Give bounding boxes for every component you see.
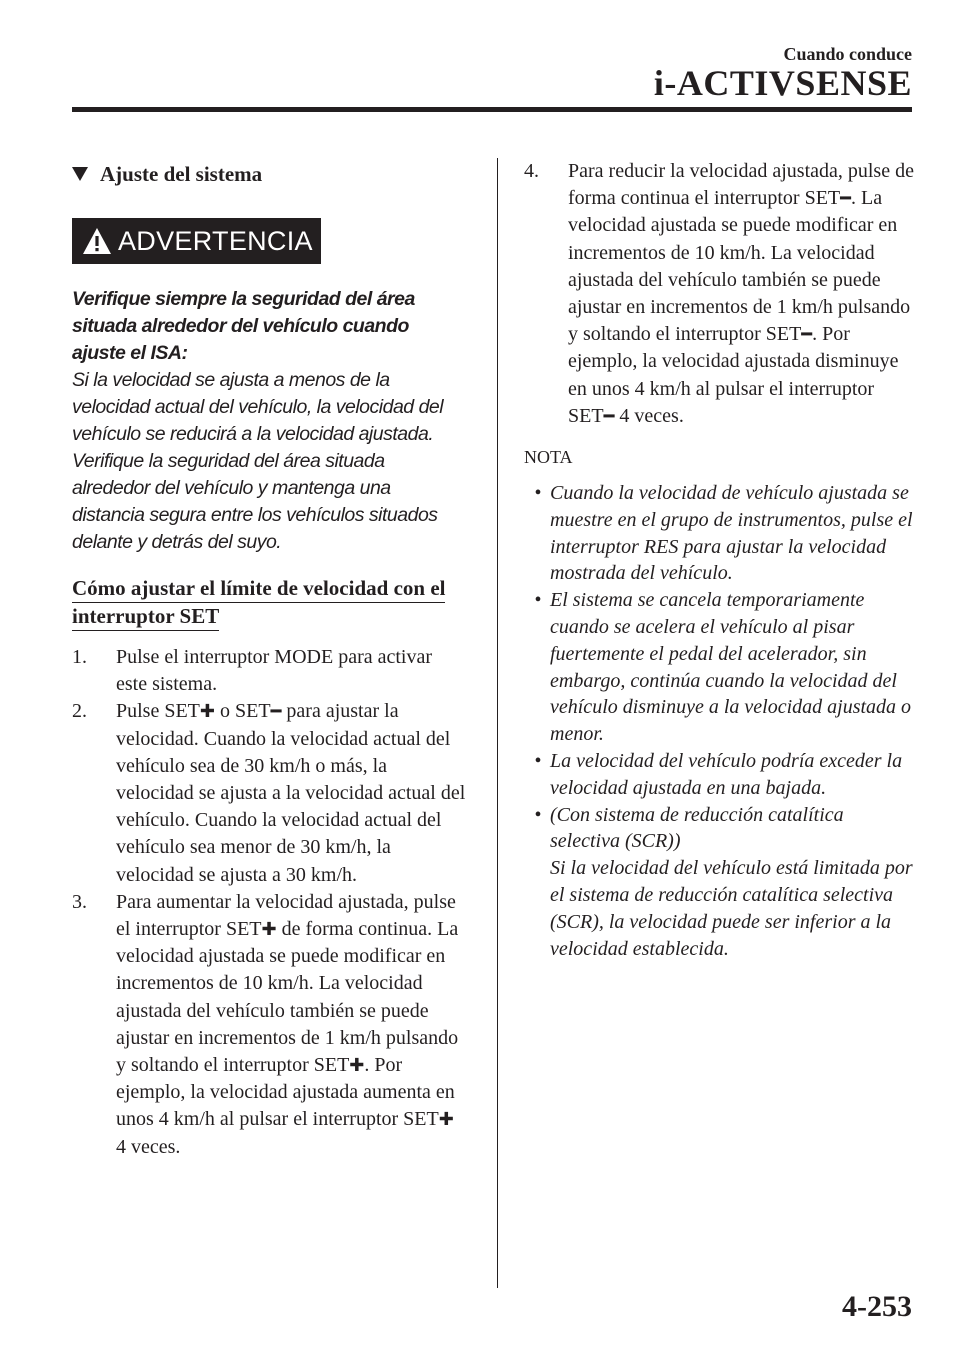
bullet-icon: •: [534, 589, 542, 612]
warning-lead: Verifique siempre la seguridad del área situada alrededor del vehículo cuando ajuste el ISA:: [72, 288, 415, 364]
step-text-part: 4 veces.: [614, 404, 684, 427]
note-item: [526, 802, 914, 963]
step-text-part: . Por ejemplo, la velocidad ajustada disminuye en unos 4 km/h al pulsar el interruptor SET: [568, 323, 899, 427]
plus-icon: ✚: [261, 919, 277, 941]
note-item: [526, 480, 914, 587]
step-text-part: para ajustar la velocidad. Cuando la velocidad actual del vehículo sea de 30 km/h o más, la velocidad se ajusta a la velocidad actual del vehículo. Cuando la velocidad actual del vehículo sea menor de 30 km/h, la velocidad se ajusta a 30 km/h.: [116, 700, 466, 886]
step-text-part: Para reducir la velocidad ajustada, pulse de forma continua el interruptor SET: [568, 160, 914, 210]
note-heading: NOTA: [524, 447, 573, 468]
step-text: Pulse el interruptor MODE para activar este sistema.: [116, 646, 433, 696]
page-number: 4-253: [842, 1290, 912, 1323]
steps-list: [72, 644, 467, 1161]
note-item: [526, 748, 914, 802]
step-text-part: . La velocidad ajustada se puede modificar en incrementos de 10 km/h. La velocidad ajustada del vehículo también se puede ajustar en incrementos de 1 km/h pulsando y soltando el interruptor SET: [568, 187, 911, 346]
note-text: El sistema se cancela temporariamente cuando se acelera el vehículo al pisar fuertemente el pedal del acelerador, sin embargo, continúa cuando la velocidad del vehículo disminuye a la velocidad ajustada o menor.: [550, 589, 912, 746]
plus-icon: ✚: [199, 701, 215, 723]
note-text: La velocidad del vehículo podría exceder la velocidad ajustada en una bajada.: [550, 750, 903, 799]
plus-icon: ✚: [349, 1055, 365, 1077]
step-item: [72, 698, 467, 888]
steps-list-continued: [524, 158, 914, 430]
note-list: [524, 480, 914, 962]
bullet-icon: •: [534, 482, 542, 505]
note-text: Cuando la velocidad de vehículo ajustada se muestre en el grupo de instrumentos, pulse el interruptor RES para ajustar la velocidad mostrada del vehículo.: [550, 482, 913, 585]
note-text: (Con sistema de reducción catalítica selectiva (SCR)) Si la velocidad del vehículo está limitada por el sistema de reducción catalítica selectiva (SCR), la velocidad puede ser inferior a la velocidad establecida.: [550, 803, 913, 960]
note-item: [526, 587, 914, 748]
plus-icon: ✚: [438, 1109, 454, 1131]
step-text-part: o SET: [215, 700, 271, 723]
left-column: [72, 158, 467, 1161]
step-item: [72, 644, 467, 698]
step-number: 3.: [72, 890, 87, 913]
triangle-down-icon: [72, 167, 88, 181]
header-chapter-title: i-ACTIVSENSE: [653, 63, 912, 103]
step-text-part: Para aumentar la velocidad ajustada, pulse el interruptor SET: [116, 890, 456, 941]
step-number: 4.: [524, 160, 539, 182]
minus-icon: ━: [840, 188, 851, 210]
warning-body-text: Si la velocidad se ajusta a menos de la velocidad actual del vehículo, la velocidad del vehículo se reducirá a la velocidad ajustada. Verifique la seguridad del área situada alrededor del vehículo y mantenga una distancia segura entre los vehículos situados delante y detrás del suyo.: [72, 369, 444, 553]
header-rule: [72, 107, 912, 112]
step-text-part: de forma continua. La velocidad ajustada se puede modificar en incrementos de 10 km/h. La velocidad ajustada del vehículo también se puede ajustar en incrementos de 1 km/h pulsando y soltando el interruptor SET: [116, 918, 459, 1077]
bullet-icon: •: [534, 803, 542, 826]
step-text-part: 4 veces.: [116, 1135, 181, 1158]
section-heading: [72, 158, 467, 190]
step-number: 1.: [72, 646, 87, 668]
step-text: [116, 698, 467, 888]
warning-text: [72, 286, 467, 556]
column-divider: [497, 158, 498, 1288]
step-item: [524, 158, 914, 430]
warning-label: ADVERTENCIA: [118, 225, 313, 256]
sub-heading: [72, 574, 467, 630]
right-column: [524, 158, 914, 962]
minus-icon: ━: [270, 701, 282, 723]
step-number: 2.: [72, 700, 87, 723]
header-section-label: Cuando conduce: [783, 44, 912, 64]
step-text: [116, 889, 467, 1161]
warning-triangle-icon: [82, 227, 112, 255]
step-text: [568, 158, 914, 430]
step-text-part: Pulse SET: [116, 700, 200, 723]
warning-badge: [72, 218, 321, 264]
minus-icon: ━: [801, 324, 813, 346]
bullet-icon: •: [534, 750, 542, 772]
section-heading-text: Ajuste del sistema: [100, 162, 263, 186]
step-item: [72, 889, 467, 1161]
sub-heading-text: Cómo ajustar el límite de velocidad con el interruptor SET: [72, 576, 445, 631]
minus-icon: ━: [603, 405, 615, 427]
step-text-part: . Por ejemplo, la velocidad ajustada aumenta en unos 4 km/h al pulsar el interruptor SET: [116, 1054, 455, 1131]
